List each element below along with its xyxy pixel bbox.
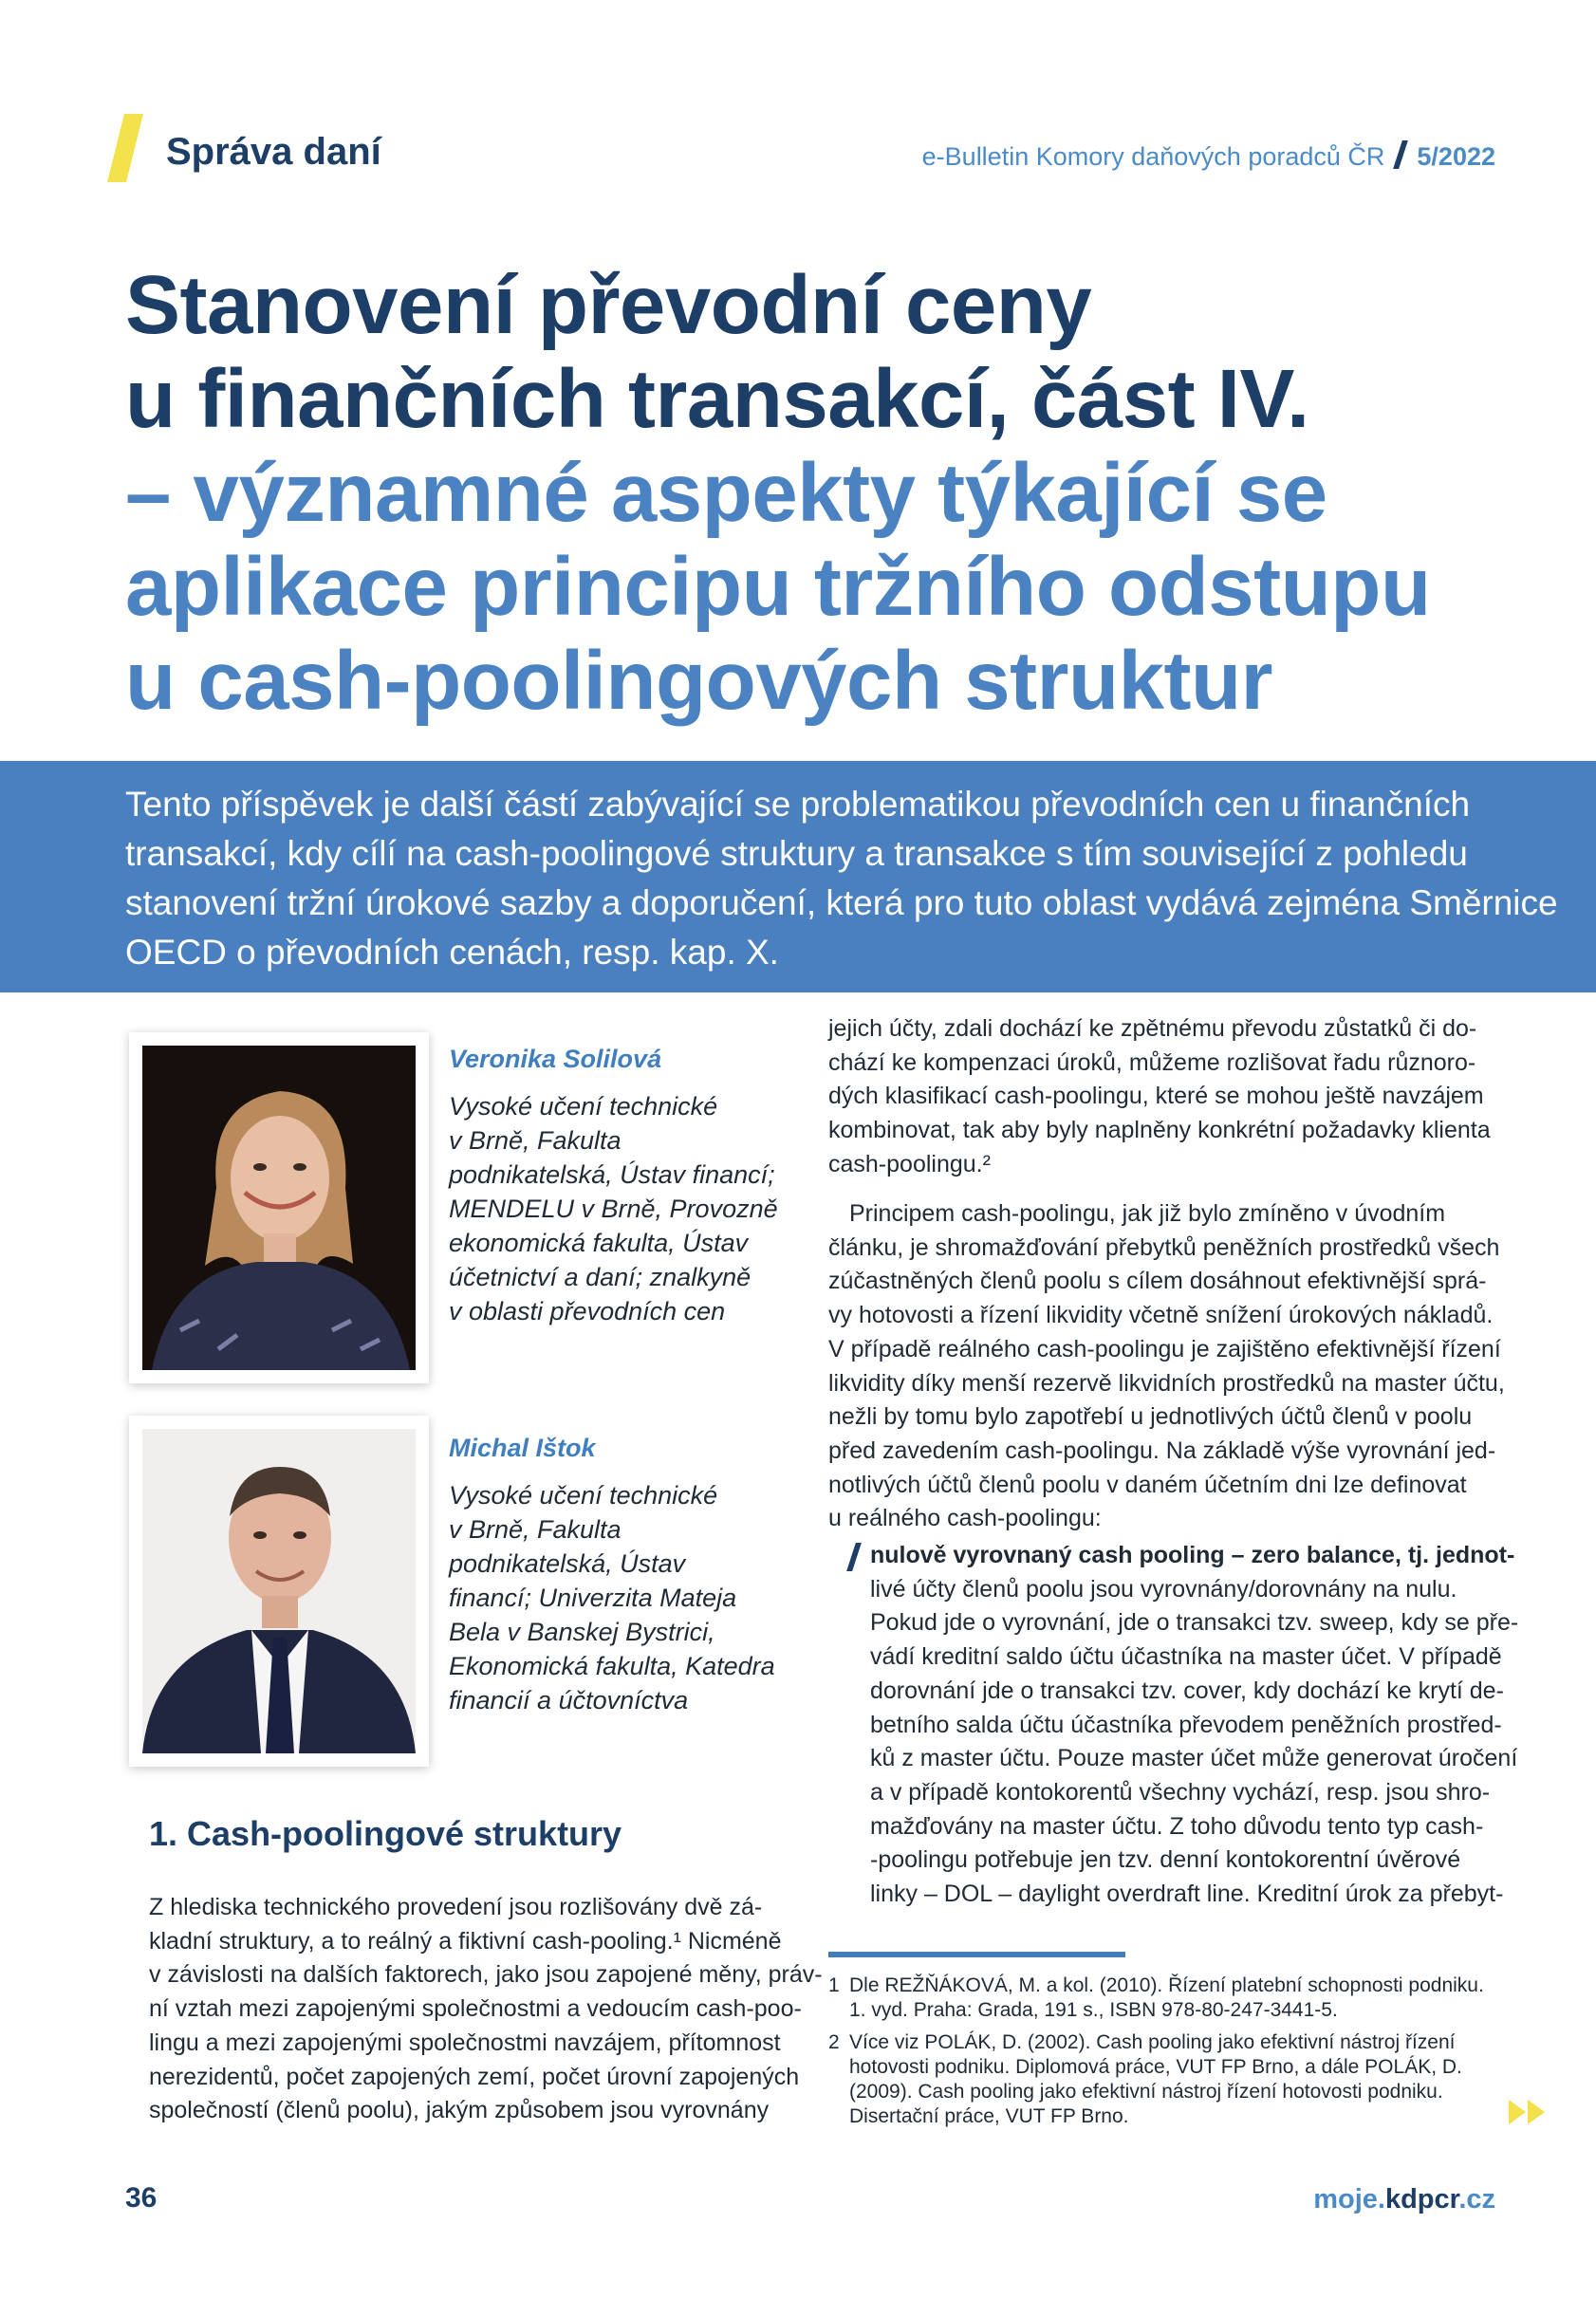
affiliation-line: financí; Univerzita Mateja — [449, 1584, 737, 1612]
text-line: kladní struktury, a to reálný a fiktivní cash-pooling.¹ Nicméně — [149, 1927, 782, 1955]
affiliation-line: ekonomická fakulta, Ústav — [449, 1229, 749, 1257]
section-heading: 1. Cash-poolingové struktury — [149, 1814, 622, 1853]
affiliation-line: v oblasti převodních cen — [449, 1297, 726, 1325]
footnote — [828, 1974, 1484, 2023]
text-line: mažďovány na master účtu. Z toho důvodu tento typ cash- — [870, 1812, 1484, 1840]
text-line: společností (členů poolu), jakým způsobem jsou vyrovnány — [149, 2097, 770, 2124]
footnote-number: 1 — [828, 1974, 840, 1996]
text-line: ků z master účtu. Pouze master účet může generovat úročení — [870, 1745, 1518, 1772]
text-line: v závislosti na dalších faktorech, jako jsou zapojené měny, práv- — [149, 1961, 823, 1989]
affiliation-line: podnikatelská, Ústav — [449, 1549, 686, 1578]
page-number: 36 — [125, 2182, 158, 2214]
footnote-divider — [828, 1952, 1125, 1957]
text-line: betního salda účtu účastníka převodem peněžních prostřed- — [870, 1711, 1502, 1738]
section1-paragraph — [149, 1891, 823, 2128]
text-line: Principem cash-poolingu, jak již bylo zmíněno v úvodním — [849, 1200, 1446, 1227]
title-line: u finančních transakcí, část IV. — [125, 353, 1309, 445]
lead-line: Tento příspěvek je další částí zabývající se problematikou převodních cen u finančních — [125, 785, 1471, 824]
site-suffix: .cz — [1458, 2184, 1495, 2215]
subtitle-line: – významné aspekty týkající se — [125, 447, 1327, 539]
text-line: ní vztah mezi zapojenými společnostmi a vedoucím cash-poo- — [149, 1995, 802, 2023]
affiliation-line: podnikatelská, Ústav financí; — [449, 1160, 775, 1189]
subtitle-line: u cash-poolingových struktur — [125, 635, 1272, 727]
bulletin-header — [922, 140, 1495, 172]
text-line: u reálného cash-poolingu: — [828, 1505, 1102, 1532]
footnote-line: Dle REŽŇÁKOVÁ, M. a kol. (2010). Řízení platební schopnosti podniku. — [849, 1974, 1484, 1996]
text-line: notlivých účtů členů poolu v daném účetním dni lze definovat — [828, 1471, 1467, 1498]
right-paragraph-1 — [828, 1012, 1491, 1182]
footnote — [828, 2030, 1484, 2129]
affiliation-line: financií a účtovníctva — [449, 1686, 689, 1714]
text-line: livé účty členů poolu jsou vyrovnány/dorovnány na nulu. — [870, 1575, 1457, 1603]
text-line: článku, je shromažďování přebytků peněžních prostředků všech — [828, 1233, 1500, 1261]
affiliation-line: v Brně, Fakulta — [449, 1515, 622, 1544]
lead-line: OECD o převodních cenách, resp. kap. X. — [125, 933, 779, 972]
separator-slash — [1394, 140, 1409, 169]
text-line: zúčastněných členů poolu s cílem dosáhnout efektivnější sprá- — [828, 1268, 1487, 1295]
author-name: Michal Ištok — [449, 1434, 596, 1462]
portrait-woman-image — [142, 1046, 416, 1370]
text-line: V případě reálného cash-poolingu je zajištěno efektivnější řízení — [828, 1335, 1501, 1362]
text-line: Pokud jde o vyrovnání, jde o transakci tzv. sweep, kdy se pře- — [870, 1609, 1519, 1637]
lead-line: stanovení tržní úrokové sazby a doporučení, která pro tuto oblast vydává zejména Směrnice — [125, 883, 1558, 922]
right-paragraph-2 — [828, 1197, 1505, 1536]
text-line: Z hlediska technického provedení jsou rozlišovány dvě zá- — [149, 1894, 763, 1920]
text-line: kombinovat, tak aby byly naplněny konkrétní požadavky klienta — [828, 1117, 1491, 1144]
author-photo-solilova — [129, 1032, 429, 1383]
text-line: jejich účty, zdali dochází ke zpětnému převodu zůstatků či do- — [828, 1015, 1477, 1042]
section-marker — [107, 114, 143, 182]
author-affiliation — [449, 1089, 778, 1328]
continue-arrow-icon — [1509, 2100, 1547, 2129]
footnote-number: 2 — [828, 2031, 840, 2053]
title-line: Stanovení převodní ceny — [125, 259, 1092, 351]
text-line: nežli by tomu bylo zapotřebí u jednotlivých účtů členů v poolu — [828, 1403, 1473, 1431]
text-line: nerezidentů, počet zapojených zemí, počet úrovní zapojených — [149, 2063, 800, 2090]
text-line: linky – DOL – daylight overdraft line. Kreditní úrok za přebyt- — [870, 1881, 1504, 1908]
text-line: dých klasifikací cash-poolingu, které se mohou ještě navzájem — [828, 1083, 1484, 1110]
bullet-zero-balance — [870, 1539, 1518, 1912]
text-line: lingu a mezi zapojenými společnostmi navzájem, přítomnost — [149, 2029, 781, 2056]
section-label: Správa daní — [166, 131, 381, 173]
affiliation-line: v Brně, Fakulta — [449, 1126, 622, 1155]
site-domain: kdpcr — [1384, 2184, 1459, 2215]
text-line: likvidity díky menší rezervě likvidních prostředků na master účtu, — [828, 1369, 1505, 1397]
affiliation-line: Vysoké učení technické — [449, 1092, 718, 1121]
article-title — [125, 258, 1501, 728]
text-line: dorovnání jde o transakci tzv. cover, kdy dochází ke krytí de- — [870, 1677, 1504, 1704]
footnote-line: 1. vyd. Praha: Grada, 191 s., ISBN 978-80-247-3441-5. — [849, 1999, 1338, 2021]
lead-paragraph — [125, 780, 1558, 977]
text-line: a v případě kontokorentů všechny vychází, resp. jsou shro- — [870, 1778, 1491, 1806]
site-prefix: moje. — [1313, 2184, 1385, 2215]
affiliation-line: MENDELU v Brně, Provozně — [449, 1195, 778, 1223]
author-name: Veronika Solilová — [449, 1045, 662, 1073]
text-line: před zavedením cash-poolingu. Na základě výše vyrovnání jed- — [828, 1436, 1496, 1464]
footnote-line: Disertační práce, VUT FP Brno. — [849, 2105, 1129, 2127]
affiliation-line: Vysoké učení technické — [449, 1481, 718, 1510]
footnote-line: Více viz POLÁK, D. (2002). Cash pooling jako efektivní nástroj řízení — [849, 2031, 1456, 2053]
footnotes — [828, 1974, 1484, 2137]
text-line: vádí kreditní saldo účtu účastníka na master účet. V případě — [870, 1643, 1502, 1671]
text-line: cash-poolingu.² — [828, 1150, 991, 1177]
author-photo-istok — [129, 1416, 429, 1767]
text-line: vy hotovosti a řízení likvidity včetně snížení úrokových nákladů. — [828, 1302, 1494, 1329]
author-affiliation — [449, 1478, 775, 1717]
footnote-line: (2009). Cash pooling jako efektivní nástroj řízení hotovosti podniku. — [849, 2081, 1443, 2103]
bullet-marker — [846, 1543, 862, 1571]
text-line: -poolingu potřebuje jen tzv. denní kontokorentní úvěrové — [870, 1846, 1461, 1874]
text-line: nulově vyrovnaný cash pooling – zero balance, tj. jednot- — [870, 1542, 1515, 1568]
affiliation-line: Ekonomická fakulta, Katedra — [449, 1652, 775, 1680]
lead-line: transakcí, kdy cílí na cash-poolingové struktury a transakce s tím související z pohledu — [125, 834, 1468, 873]
portrait-man-image — [142, 1429, 416, 1753]
affiliation-line: účetnictví a daní; znalkyně — [449, 1263, 752, 1291]
issue-number: 5/2022 — [1417, 142, 1495, 171]
bulletin-title: e-Bulletin Komory daňových poradců ČR — [921, 142, 1385, 171]
text-line: chází ke kompenzaci úroků, můžeme rozlišovat řadu různoro- — [828, 1048, 1476, 1076]
site-link[interactable] — [1313, 2184, 1495, 2215]
affiliation-line: Bela v Banskej Bystrici, — [449, 1618, 715, 1646]
footnote-line: hotovosti podniku. Diplomová práce, VUT FP Brno, a dále POLÁK, D. — [849, 2056, 1462, 2078]
subtitle-line: aplikace principu tržního odstupu — [125, 541, 1431, 633]
